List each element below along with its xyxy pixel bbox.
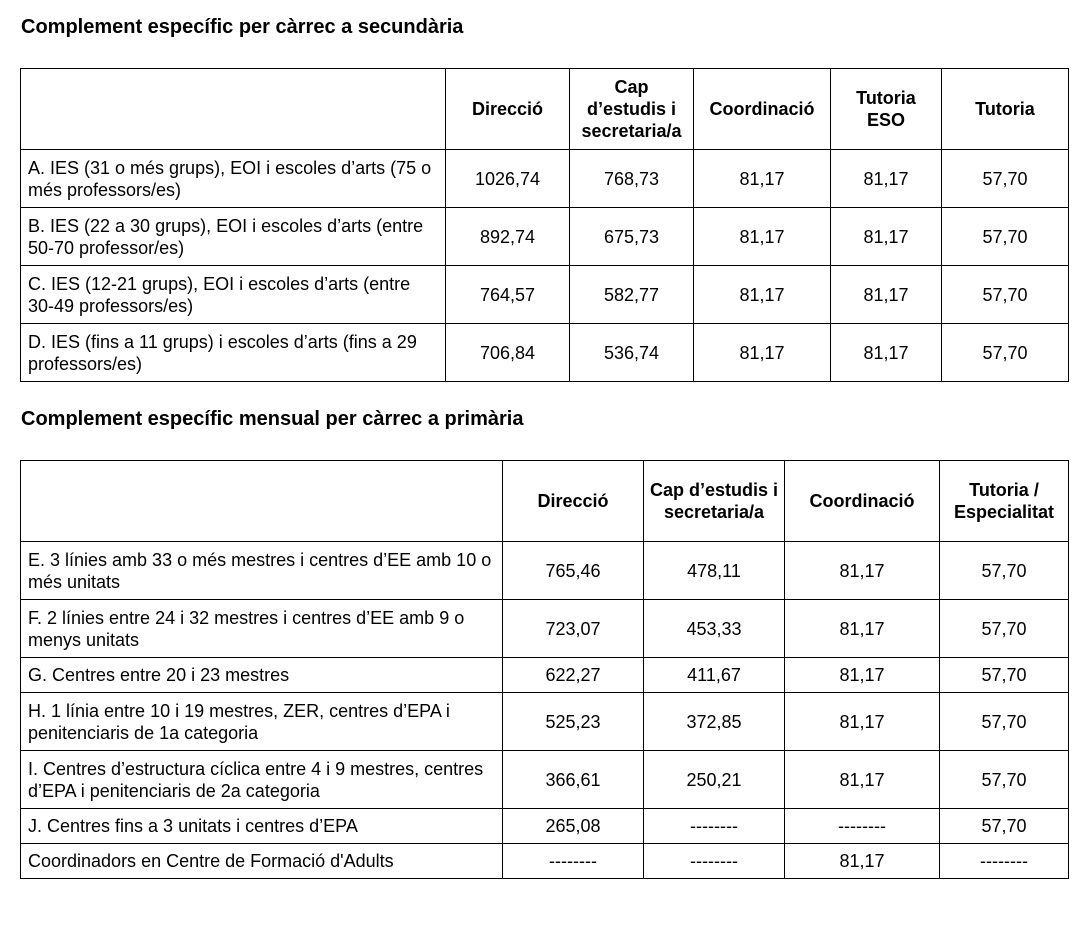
row-label: I. Centres d’estructura cíclica entre 4 i 9 mestres, centres d’EPA i penitenciaris de 2a categoria — [21, 751, 503, 809]
secundaria-table-title: Complement específic per càrrec a secundària — [21, 16, 464, 38]
header-coordinacio: Coordinació — [785, 461, 940, 542]
header-tutoria: Tutoria — [942, 69, 1069, 150]
header-cap-estudis: Cap d’estudis i secretaria/a — [644, 461, 785, 542]
cell-tutoria: 57,70 — [942, 324, 1069, 382]
header-direccio: Direcció — [446, 69, 570, 150]
cell-cap-estudis: 411,67 — [644, 658, 785, 693]
cell-direccio: 1026,74 — [446, 150, 570, 208]
cell-cap-estudis: 453,33 — [644, 600, 785, 658]
cell-direccio: 706,84 — [446, 324, 570, 382]
table-row — [21, 844, 1069, 879]
cell-coordinacio: 81,17 — [785, 542, 940, 600]
cell-tutoria-especialitat: 57,70 — [940, 809, 1069, 844]
cell-tutoria-especialitat: -------- — [940, 844, 1069, 879]
cell-tutoria-especialitat: 57,70 — [940, 542, 1069, 600]
cell-direccio: -------- — [503, 844, 644, 879]
header-tutoria-especialitat: Tutoria / Especialitat — [940, 461, 1069, 542]
primaria-table — [20, 460, 1069, 879]
cell-coordinacio: 81,17 — [694, 324, 831, 382]
table-row — [21, 809, 1069, 844]
row-label: A. IES (31 o més grups), EOI i escoles d’arts (75 o més professors/es) — [21, 150, 446, 208]
cell-cap-estudis: 372,85 — [644, 693, 785, 751]
cell-tutoria: 57,70 — [942, 208, 1069, 266]
cell-cap-estudis: 582,77 — [570, 266, 694, 324]
table-row — [21, 150, 1069, 208]
cell-tutoria-eso: 81,17 — [831, 150, 942, 208]
cell-coordinacio: 81,17 — [694, 150, 831, 208]
row-label: J. Centres fins a 3 unitats i centres d’EPA — [21, 809, 503, 844]
cell-direccio: 366,61 — [503, 751, 644, 809]
cell-cap-estudis: -------- — [644, 844, 785, 879]
row-label: Coordinadors en Centre de Formació d'Adults — [21, 844, 503, 879]
row-label: D. IES (fins a 11 grups) i escoles d’arts (fins a 29 professors/es) — [21, 324, 446, 382]
header-tutoria-eso: Tutoria ESO — [831, 69, 942, 150]
secundaria-table — [20, 68, 1069, 382]
cell-cap-estudis: 536,74 — [570, 324, 694, 382]
cell-direccio: 723,07 — [503, 600, 644, 658]
table-row — [21, 658, 1069, 693]
header-cap-estudis: Cap d’estudis i secretaria/a — [570, 69, 694, 150]
table-row — [21, 208, 1069, 266]
header-empty — [21, 69, 446, 150]
cell-cap-estudis: 250,21 — [644, 751, 785, 809]
cell-cap-estudis: 675,73 — [570, 208, 694, 266]
cell-tutoria-eso: 81,17 — [831, 208, 942, 266]
cell-cap-estudis: -------- — [644, 809, 785, 844]
row-label: B. IES (22 a 30 grups), EOI i escoles d’arts (entre 50-70 professor/es) — [21, 208, 446, 266]
cell-cap-estudis: 768,73 — [570, 150, 694, 208]
cell-direccio: 265,08 — [503, 809, 644, 844]
cell-direccio: 525,23 — [503, 693, 644, 751]
cell-coordinacio: 81,17 — [785, 693, 940, 751]
row-label: H. 1 línia entre 10 i 19 mestres, ZER, centres d’EPA i penitenciaris de 1a categoria — [21, 693, 503, 751]
primaria-table-title: Complement específic mensual per càrrec a primària — [21, 408, 524, 430]
row-label: E. 3 línies amb 33 o més mestres i centres d’EE amb 10 o més unitats — [21, 542, 503, 600]
cell-tutoria-eso: 81,17 — [831, 266, 942, 324]
cell-coordinacio: 81,17 — [785, 844, 940, 879]
cell-coordinacio: 81,17 — [785, 751, 940, 809]
cell-cap-estudis: 478,11 — [644, 542, 785, 600]
cell-direccio: 764,57 — [446, 266, 570, 324]
cell-tutoria-especialitat: 57,70 — [940, 600, 1069, 658]
cell-coordinacio: -------- — [785, 809, 940, 844]
row-label: C. IES (12-21 grups), EOI i escoles d’arts (entre 30-49 professors/es) — [21, 266, 446, 324]
cell-tutoria: 57,70 — [942, 266, 1069, 324]
cell-direccio: 765,46 — [503, 542, 644, 600]
header-coordinacio: Coordinació — [694, 69, 831, 150]
cell-coordinacio: 81,17 — [785, 600, 940, 658]
cell-coordinacio: 81,17 — [785, 658, 940, 693]
cell-tutoria-especialitat: 57,70 — [940, 751, 1069, 809]
header-direccio: Direcció — [503, 461, 644, 542]
row-label: F. 2 línies entre 24 i 32 mestres i centres d’EE amb 9 o menys unitats — [21, 600, 503, 658]
cell-coordinacio: 81,17 — [694, 208, 831, 266]
cell-tutoria-especialitat: 57,70 — [940, 658, 1069, 693]
table-header-row — [21, 69, 1069, 150]
cell-direccio: 892,74 — [446, 208, 570, 266]
table-row — [21, 542, 1069, 600]
table-header-row — [21, 461, 1069, 542]
table-row — [21, 751, 1069, 809]
table-row — [21, 324, 1069, 382]
header-empty — [21, 461, 503, 542]
cell-tutoria-eso: 81,17 — [831, 324, 942, 382]
table-row — [21, 693, 1069, 751]
table-row — [21, 600, 1069, 658]
row-label: G. Centres entre 20 i 23 mestres — [21, 658, 503, 693]
cell-coordinacio: 81,17 — [694, 266, 831, 324]
cell-tutoria-especialitat: 57,70 — [940, 693, 1069, 751]
cell-tutoria: 57,70 — [942, 150, 1069, 208]
cell-direccio: 622,27 — [503, 658, 644, 693]
table-row — [21, 266, 1069, 324]
